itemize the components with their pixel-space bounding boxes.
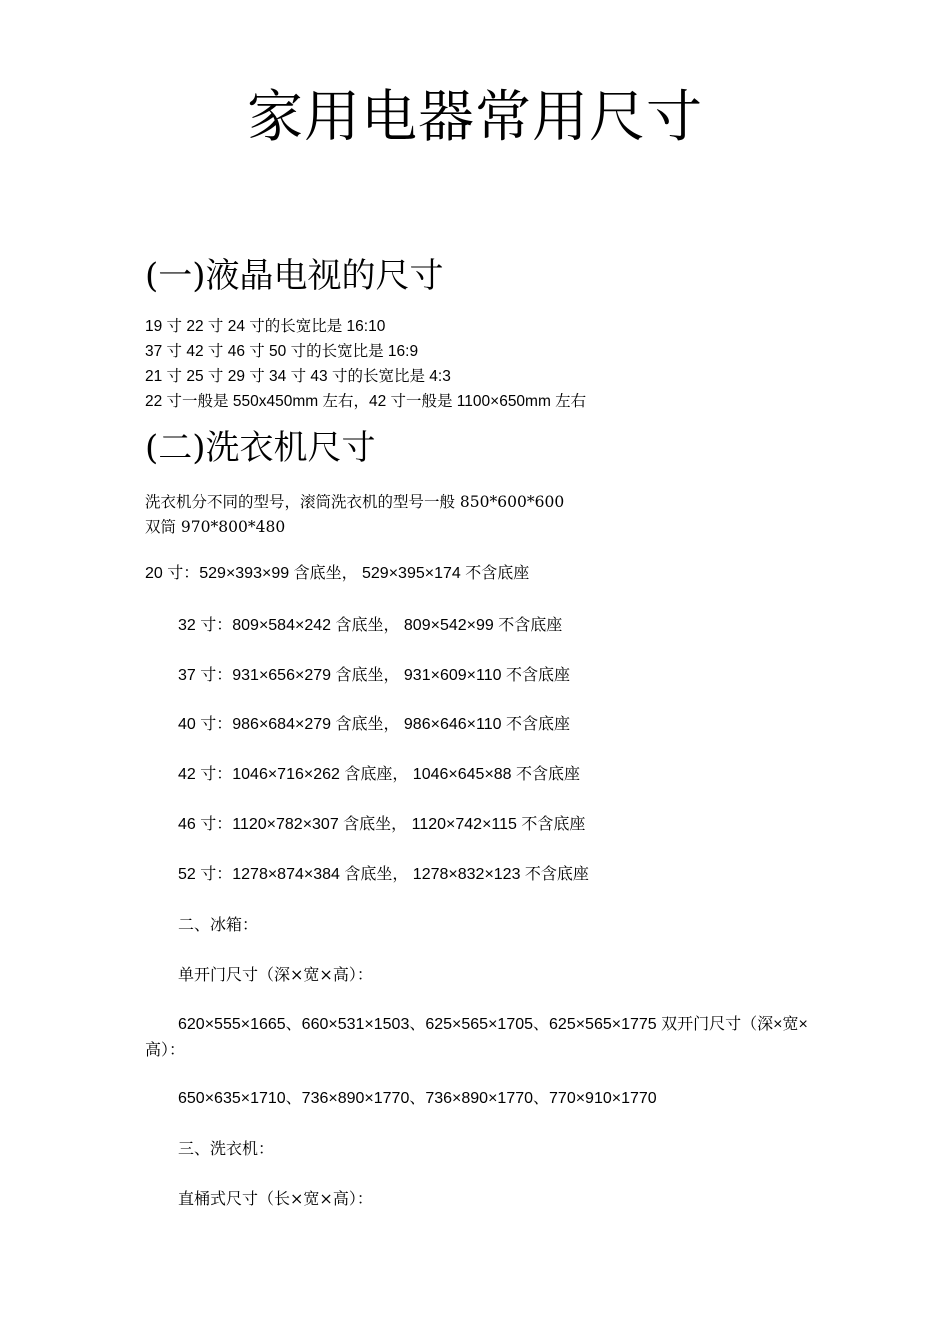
tv-size-line: 32 寸：809×584×242 含底坐， 809×542×99 不含底座 — [178, 617, 563, 634]
page-title: 家用电器常用尺寸 — [247, 85, 703, 150]
text-line: 21 寸 25 寸 29 寸 34 寸 43 寸的长宽比是 4:3 — [145, 368, 451, 385]
text-line: 37 寸 42 寸 46 寸 50 寸的长宽比是 16:9 — [145, 343, 419, 360]
tv-size-line: 46 寸：1120×782×307 含底坐， 1120×742×115 不含底座 — [178, 816, 586, 833]
fridge-double-door-sizes: 650×635×1710、736×890×1770、736×890×1770、770×910×1770 — [178, 1090, 657, 1107]
washer-heading: 三、洗衣机： — [178, 1139, 275, 1158]
text-line: 22 寸一般是 550x450mm 左右，42 寸一般是 1100×650mm 左右 — [145, 393, 587, 410]
text-line: 双筒 970*800*480 — [145, 518, 286, 536]
text-line: 19 寸 22 寸 24 寸的长宽比是 16:10 — [145, 318, 386, 335]
fridge-heading: 二、冰箱： — [178, 915, 259, 934]
tv-size-line: 52 寸：1278×874×384 含底坐， 1278×832×123 不含底座 — [178, 866, 589, 883]
tv-size-line: 40 寸：986×684×279 含底坐， 986×646×110 不含底座 — [178, 716, 570, 733]
washer-vertical-label: 直桶式尺寸（长×宽×高）： — [178, 1189, 373, 1208]
tv-size-line: 20 寸：529×393×99 含底坐， 529×395×174 不含底座 — [145, 565, 530, 582]
section-heading-lcd-tv: (一)液晶电视的尺寸 — [145, 256, 444, 296]
tv-size-line: 37 寸：931×656×279 含底坐， 931×609×110 不含底座 — [178, 667, 570, 684]
section-heading-washer: (二)洗衣机尺寸 — [145, 428, 376, 468]
tv-size-line: 42 寸：1046×716×262 含底座， 1046×645×88 不含底座 — [178, 766, 581, 783]
fridge-single-door-label: 单开门尺寸（深×宽×高）： — [178, 965, 373, 984]
text-line: 洗衣机分不同的型号，滚筒洗衣机的型号一般 850*600*600 — [145, 493, 565, 511]
fridge-sizes-paragraph: 620×555×1665、660×531×1503、625×565×1705、625×565×1775 双开门尺寸（深×宽×高）： — [145, 1016, 808, 1059]
